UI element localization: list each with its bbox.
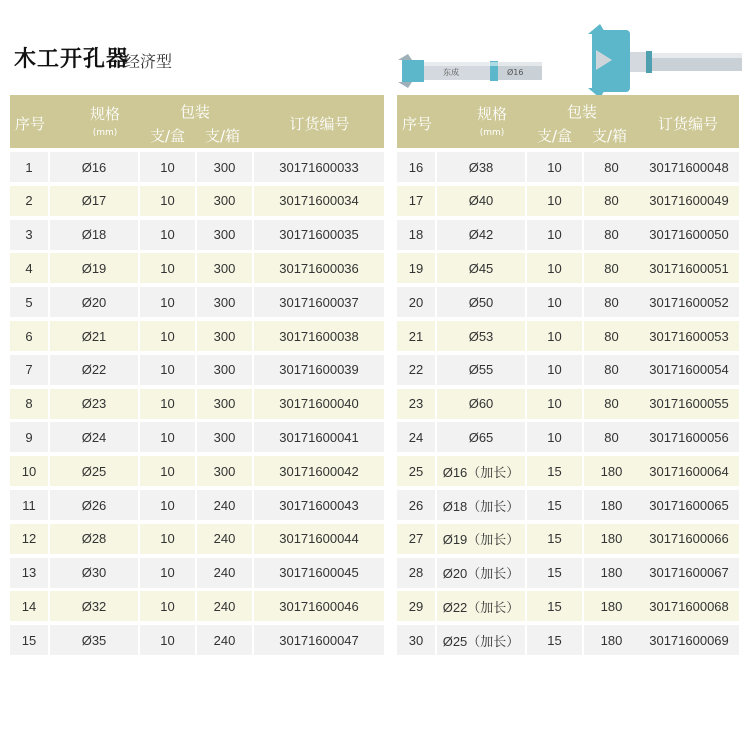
table-row (10, 186, 384, 216)
row-per-case: 300 (197, 220, 252, 250)
row-index: 28 (397, 558, 435, 588)
table-row (397, 389, 739, 419)
row-spec: Ø22（加长） (437, 591, 525, 621)
row-per-box: 10 (527, 422, 582, 452)
row-index: 4 (10, 253, 48, 283)
row-per-box: 15 (527, 456, 582, 486)
row-order-code: 30171600036 (254, 253, 384, 283)
row-spec: Ø18（加长） (437, 490, 525, 520)
table-row (10, 220, 384, 250)
row-index: 20 (397, 287, 435, 317)
row-order-code: 30171600055 (639, 389, 739, 419)
row-per-box: 10 (527, 389, 582, 419)
row-spec: Ø45 (437, 253, 525, 283)
row-index: 21 (397, 321, 435, 351)
table-row (397, 558, 739, 588)
row-per-box: 10 (527, 152, 582, 182)
table-row (10, 422, 384, 452)
row-order-code: 30171600044 (254, 524, 384, 554)
row-spec: Ø16（加长） (437, 456, 525, 486)
row-index: 15 (10, 625, 48, 655)
row-per-case: 80 (584, 422, 639, 452)
row-order-code: 30171600045 (254, 558, 384, 588)
row-per-box: 15 (527, 558, 582, 588)
table-row (397, 220, 739, 250)
row-order-code: 30171600033 (254, 152, 384, 182)
row-index: 5 (10, 287, 48, 317)
row-per-case: 80 (584, 186, 639, 216)
row-order-code: 30171600048 (639, 152, 739, 182)
row-order-code: 30171600039 (254, 355, 384, 385)
header-spec (65, 105, 145, 142)
row-spec: Ø19 (50, 253, 138, 283)
row-order-code: 30171600046 (254, 591, 384, 621)
row-per-box: 10 (140, 490, 195, 520)
row-per-case: 80 (584, 220, 639, 250)
row-index: 29 (397, 591, 435, 621)
row-spec: Ø50 (437, 287, 525, 317)
header-index: 序号 (401, 115, 432, 133)
row-per-box: 10 (140, 287, 195, 317)
row-per-box: 10 (140, 625, 195, 655)
row-per-box: 10 (140, 220, 195, 250)
row-index: 17 (397, 186, 435, 216)
header-order-code: 订货编号 (657, 115, 718, 133)
row-order-code: 30171600035 (254, 220, 384, 250)
row-per-box: 10 (527, 186, 582, 216)
row-spec: Ø65 (437, 422, 525, 452)
table-row (10, 625, 384, 655)
row-spec: Ø20 (50, 287, 138, 317)
row-order-code: 30171600066 (639, 524, 739, 554)
row-index: 22 (397, 355, 435, 385)
row-per-case: 80 (584, 321, 639, 351)
short-hole-saw-image (398, 54, 542, 88)
table-row (397, 591, 739, 621)
table-row (397, 355, 739, 385)
row-index: 27 (397, 524, 435, 554)
row-per-case: 300 (197, 152, 252, 182)
row-per-case: 300 (197, 456, 252, 486)
row-index: 7 (10, 355, 48, 385)
row-per-case: 240 (197, 524, 252, 554)
row-per-case: 80 (584, 355, 639, 385)
row-per-box: 10 (140, 152, 195, 182)
row-spec: Ø25（加长） (437, 625, 525, 655)
table-row (10, 456, 384, 486)
table-row (10, 287, 384, 317)
row-per-case: 300 (197, 253, 252, 283)
header-spec-unit: (mm) (92, 128, 118, 138)
row-spec: Ø19（加长） (437, 524, 525, 554)
row-per-case: 240 (197, 490, 252, 520)
row-spec: Ø18 (50, 220, 138, 250)
row-order-code: 30171600034 (254, 186, 384, 216)
header-spec (452, 105, 532, 142)
large-hole-saw-image (588, 24, 742, 98)
row-spec: Ø21 (50, 321, 138, 351)
row-per-box: 10 (140, 321, 195, 351)
row-per-case: 180 (584, 456, 639, 486)
row-per-box: 10 (140, 456, 195, 486)
header-per-case: 支/箱 (204, 127, 241, 145)
short-bit-brand-text: 东成 (443, 68, 459, 77)
row-index: 26 (397, 490, 435, 520)
row-per-case: 180 (584, 591, 639, 621)
row-per-box: 10 (140, 558, 195, 588)
row-per-case: 180 (584, 558, 639, 588)
row-spec: Ø30 (50, 558, 138, 588)
row-order-code: 30171600064 (639, 456, 739, 486)
row-index: 16 (397, 152, 435, 182)
row-per-case: 240 (197, 558, 252, 588)
row-spec: Ø53 (437, 321, 525, 351)
row-per-case: 180 (584, 490, 639, 520)
row-per-box: 10 (140, 186, 195, 216)
row-index: 11 (10, 490, 48, 520)
row-per-box: 15 (527, 524, 582, 554)
row-order-code: 30171600042 (254, 456, 384, 486)
row-per-case: 180 (584, 625, 639, 655)
row-per-case: 180 (584, 524, 639, 554)
row-spec: Ø42 (437, 220, 525, 250)
right-spec-table (397, 95, 739, 665)
row-index: 9 (10, 422, 48, 452)
row-per-case: 240 (197, 591, 252, 621)
row-spec: Ø40 (437, 186, 525, 216)
row-order-code: 30171600054 (639, 355, 739, 385)
row-per-case: 80 (584, 253, 639, 283)
table-row (10, 591, 384, 621)
row-per-case: 300 (197, 389, 252, 419)
row-index: 12 (10, 524, 48, 554)
row-per-case: 300 (197, 321, 252, 351)
header-per-box: 支/盒 (536, 127, 573, 145)
row-per-box: 10 (140, 524, 195, 554)
row-index: 8 (10, 389, 48, 419)
row-index: 2 (10, 186, 48, 216)
row-index: 30 (397, 625, 435, 655)
row-order-code: 30171600041 (254, 422, 384, 452)
row-index: 14 (10, 591, 48, 621)
row-order-code: 30171600068 (639, 591, 739, 621)
row-order-code: 30171600037 (254, 287, 384, 317)
row-per-case: 300 (197, 186, 252, 216)
row-order-code: 30171600052 (639, 287, 739, 317)
left-spec-table (10, 95, 384, 665)
product-images (0, 20, 750, 100)
row-per-box: 10 (140, 253, 195, 283)
row-spec: Ø17 (50, 186, 138, 216)
table-row (10, 253, 384, 283)
row-index: 1 (10, 152, 48, 182)
row-order-code: 30171600056 (639, 422, 739, 452)
row-per-box: 10 (527, 220, 582, 250)
row-per-box: 10 (140, 591, 195, 621)
row-spec: Ø20（加长） (437, 558, 525, 588)
row-per-case: 300 (197, 422, 252, 452)
row-order-code: 30171600038 (254, 321, 384, 351)
table-row (397, 490, 739, 520)
row-per-box: 15 (527, 591, 582, 621)
table-row (10, 524, 384, 554)
header-spec-label: 规格 (476, 105, 507, 123)
table-row (397, 625, 739, 655)
table-row (10, 355, 384, 385)
table-row (10, 321, 384, 351)
row-per-box: 10 (527, 321, 582, 351)
row-index: 19 (397, 253, 435, 283)
row-per-case: 300 (197, 355, 252, 385)
row-order-code: 30171600053 (639, 321, 739, 351)
row-spec: Ø28 (50, 524, 138, 554)
row-index: 23 (397, 389, 435, 419)
page-subtitle: 经济型 (124, 52, 173, 71)
row-spec: Ø23 (50, 389, 138, 419)
row-order-code: 30171600065 (639, 490, 739, 520)
row-order-code: 30171600043 (254, 490, 384, 520)
row-order-code: 30171600050 (639, 220, 739, 250)
table-row (10, 152, 384, 182)
row-index: 24 (397, 422, 435, 452)
row-order-code: 30171600067 (639, 558, 739, 588)
row-spec: Ø60 (437, 389, 525, 419)
table-row (10, 558, 384, 588)
row-per-box: 10 (140, 389, 195, 419)
row-order-code: 30171600040 (254, 389, 384, 419)
row-per-box: 10 (527, 287, 582, 317)
table-row (397, 287, 739, 317)
row-index: 13 (10, 558, 48, 588)
row-per-case: 80 (584, 287, 639, 317)
row-per-box: 10 (140, 355, 195, 385)
row-order-code: 30171600051 (639, 253, 739, 283)
table-row (397, 186, 739, 216)
row-spec: Ø26 (50, 490, 138, 520)
row-index: 25 (397, 456, 435, 486)
header-spec-unit: (mm) (479, 128, 505, 138)
row-spec: Ø35 (50, 625, 138, 655)
row-index: 18 (397, 220, 435, 250)
row-spec: Ø16 (50, 152, 138, 182)
header-index: 序号 (14, 115, 45, 133)
row-index: 10 (10, 456, 48, 486)
row-per-box: 10 (527, 253, 582, 283)
table-row (397, 422, 739, 452)
row-per-box: 10 (140, 422, 195, 452)
row-spec: Ø25 (50, 456, 138, 486)
row-per-case: 80 (584, 152, 639, 182)
row-order-code: 30171600047 (254, 625, 384, 655)
table-row (397, 524, 739, 554)
row-per-case: 300 (197, 287, 252, 317)
row-per-case: 80 (584, 389, 639, 419)
row-spec: Ø24 (50, 422, 138, 452)
header-spec-label: 规格 (89, 105, 120, 123)
row-per-case: 240 (197, 625, 252, 655)
table-row (397, 456, 739, 486)
table-row (10, 490, 384, 520)
row-index: 3 (10, 220, 48, 250)
row-per-box: 15 (527, 490, 582, 520)
row-order-code: 30171600069 (639, 625, 739, 655)
table-row (397, 152, 739, 182)
header-per-case: 支/箱 (591, 127, 628, 145)
row-spec: Ø38 (437, 152, 525, 182)
table-row (397, 321, 739, 351)
short-bit-size-text: Ø16 (507, 68, 524, 77)
header-packing: 包装 (179, 103, 210, 121)
row-per-box: 15 (527, 625, 582, 655)
row-per-box: 10 (527, 355, 582, 385)
row-order-code: 30171600049 (639, 186, 739, 216)
header-order-code: 订货编号 (289, 115, 350, 133)
row-spec: Ø22 (50, 355, 138, 385)
page-title: 木工开孔器 (14, 47, 130, 72)
table-row (397, 253, 739, 283)
table-row (10, 389, 384, 419)
row-spec: Ø55 (437, 355, 525, 385)
header-per-box: 支/盒 (149, 127, 186, 145)
row-spec: Ø32 (50, 591, 138, 621)
row-index: 6 (10, 321, 48, 351)
header-packing: 包装 (566, 103, 597, 121)
